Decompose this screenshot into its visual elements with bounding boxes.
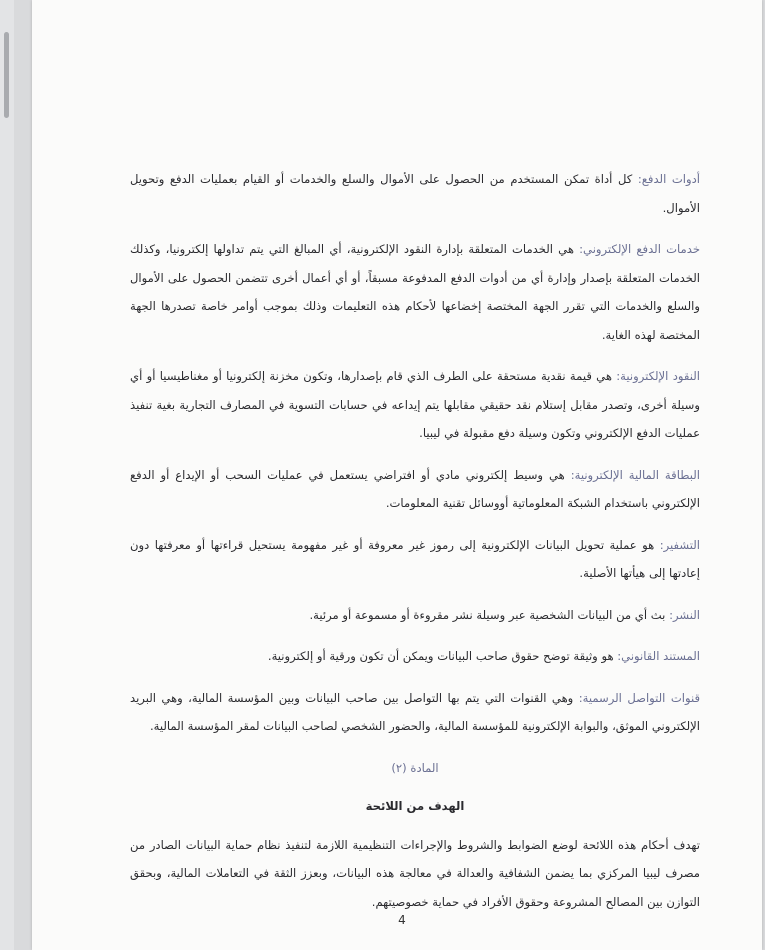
definition-text: وهي القنوات التي يتم بها التواصل بين صاحب البيانات وبين المؤسسة المالية، وهي البريد الإلكتروني الموثق، والبوابة الإلكترونية للمؤسسة المالية، والحضور الشخصي لصاحب البيانات لمقر المؤسسة المالية.	[130, 690, 700, 733]
definition-text: هو عملية تحويل البيانات الإلكترونية إلى رموز غير معروفة أو غير مفهومة يستحيل قراءتها أو معرفتها دون إعادتها إلى هيأتها الأصلية.	[130, 537, 700, 580]
definition-term: النقود الإلكترونية:	[616, 369, 700, 383]
article-body: تهدف أحكام هذه اللائحة لوضع الضوابط والشروط والإجراءات التنظيمية اللازمة لتنفيذ نظام حماية البيانات الصادر من مصرف ليبيا المركزي بما يضمن الشفافية والعدالة في معالجة هذه البيانات، وبعزز الثقة في التعاملات المالية، وبحقق التوازن بين المصالح المشروعة وحقوق الأفراد في حماية خصوصيتهم.	[130, 837, 700, 909]
definition-e-money	[130, 362, 700, 448]
definition-text: هي قيمة نقدية مستحقة على الطرف الذي قام بإصدارها، وتكون مخزنة إلكترونيا أو مغناطيسيا أو أي وسيلة أخرى، وتصدر مقابل إستلام نقد حقيقي مقابلها يتم إيداعه في حسابات التسوية في المصارف التجارية بغية تنفيذ عمليات الدفع الإلكتروني وتكون وسيلة دفع مقبولة في ليبيا.	[130, 369, 700, 440]
definition-term: التشفير:	[659, 537, 700, 552]
definition-term: المستند القانوني:	[617, 649, 700, 663]
article-title: الهدف من اللائحة	[365, 799, 465, 813]
vertical-scrollbar[interactable]	[0, 0, 14, 950]
scrollbar-thumb[interactable]	[4, 32, 9, 118]
page-number: 4	[398, 913, 406, 927]
definition-encryption	[130, 531, 700, 588]
definition-text: هو وثيقة توضح حقوق صاحب البيانات ويمكن أن تكون ورقية أو إلكترونية.	[267, 649, 618, 663]
definition-term: النشر:	[669, 607, 700, 622]
definition-publishing	[130, 601, 700, 630]
page-content	[130, 165, 700, 929]
definition-text: كل أداة تمكن المستخدم من الحصول على الأموال والسلع والخدمات أو القيام بعمليات الدفع وتحويل الأموال.	[130, 172, 700, 215]
definition-official-channels	[130, 684, 700, 741]
definition-e-card	[130, 461, 700, 518]
definition-term: خدمات الدفع الإلكتروني:	[579, 242, 701, 256]
article-number: المادة (٢)	[391, 760, 439, 775]
definition-e-payment-services	[130, 235, 700, 349]
definition-term: أدوات الدفع:	[637, 172, 700, 186]
definition-text: هي وسيط إلكتروني مادي أو افتراضي يستعمل في عمليات السحب أو الإيداع أو الدفع الإلكتروني باستخدام الشبكة المعلوماتية أووسائل تقنية المعلومات.	[130, 467, 700, 510]
definition-text: هي الخدمات المتعلقة بإدارة النقود الإلكترونية، أي المبالغ التي يتم تداولها إلكترونيا، وكذلك الخدمات المتعلقة بإصدار وإدارة أي من أدوات الدفع المدفوعة مسبقاً، أو أي أعمال أخرى تتضمن الحصول على الأموال والسلع والخدمات التي تقرر الجهة المختصة إخضاعها لأحكام هذه التعليمات وذلك بموجب أوامر خاصة تصدرها الجهة المختصة لهذه الغاية.	[130, 242, 700, 342]
definition-payment-tools	[130, 165, 700, 222]
document-page	[32, 0, 762, 950]
definition-legal-document	[130, 642, 700, 671]
definition-term: البطاقة المالية الإلكترونية:	[570, 467, 700, 482]
definition-term: قنوات التواصل الرسمية:	[578, 690, 700, 705]
definition-text: بث أي من البيانات الشخصية عبر وسيلة نشر مقروءة أو مسموعة أو مرئية.	[309, 607, 670, 622]
